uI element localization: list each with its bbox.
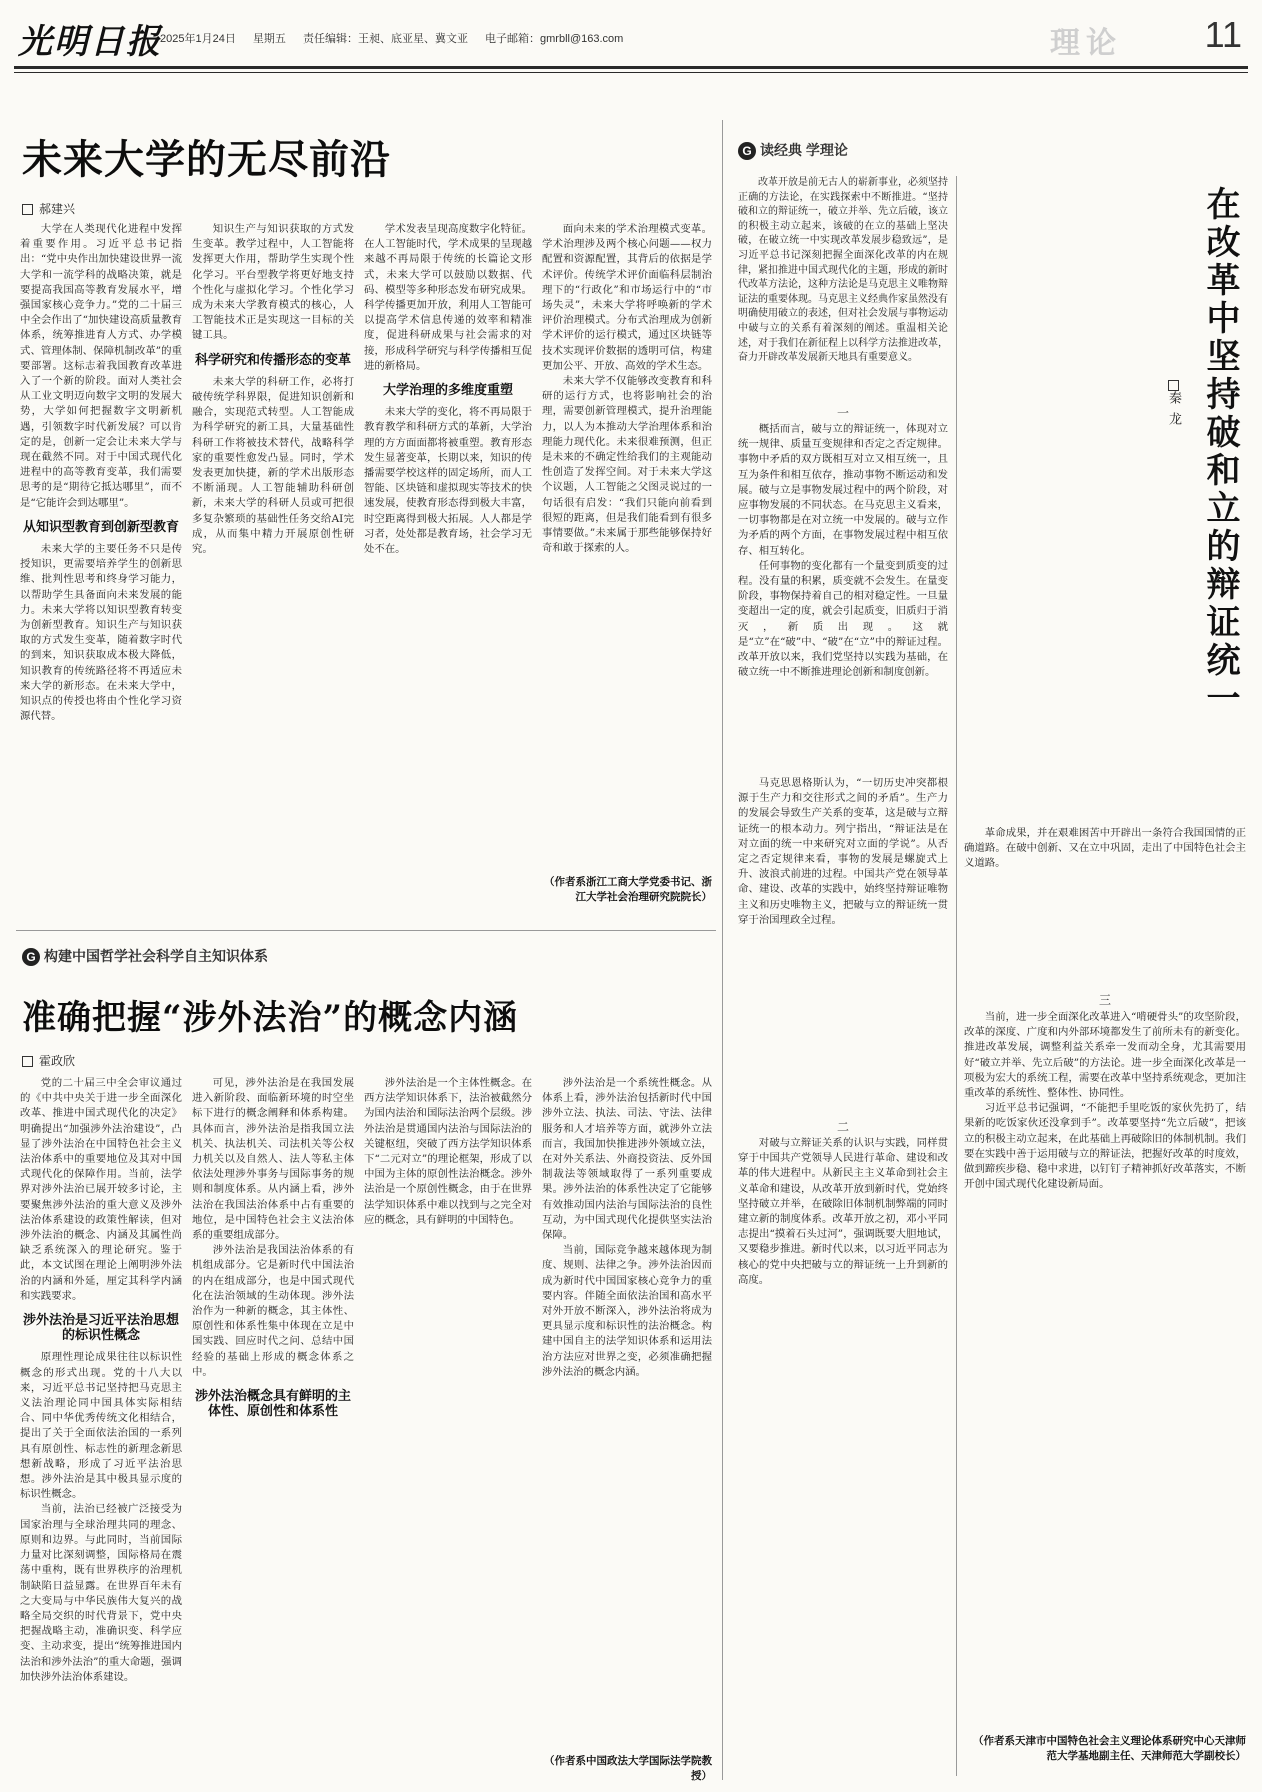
article2-subhead-1: 涉外法治是习近平法治思想的标识性概念 xyxy=(22,1312,179,1343)
article1-subhead-2: 科学研究和传播形态的变革 xyxy=(194,351,351,367)
series-g-icon: G xyxy=(738,142,756,160)
article2-paragraph: 原理性理论成果往往以标识性概念的形式出现。党的十八大以来，习近平总书记坚持把马克思主义法治理论同中国具体实际相结合、同中华优秀传统文化相结合，提出了关于全面依法治国的一系列具有原创性、标志性的新理念新思想新战略，形成了习近平法治思想。涉外法治是其中极具显示度的标识性概念。 xyxy=(20,1351,182,1501)
article3-col1a xyxy=(738,422,948,762)
article2-paragraph: 当前，国际竞争越来越体现为制度、规则、法律之争。涉外法治因而成为新时代中国国家核心竞争力的重要内容。伴随全面依法治国和高水平对外开放不断深入，涉外法治将成为更具显示度和标识性的法治概念。构建中国自主的法学知识体系和运用法治方法应对世界之变，必须准确把握涉外法治的概念内涵。 xyxy=(542,1244,712,1378)
article1-paragraph: 学术发表呈现高度数字化特征。在人工智能时代，学术成果的呈现越来越不再局限于传统的长篇论文形式，未来大学可以鼓励以数据、代码、模型等多种形态发布研究成果。科学传播更加开放，利用人工智能可以提高学术信息传递的效率和精准度，促进科研成果与社会需求的对接，形成科学研究与科学传播相互促进的新格局。 xyxy=(364,223,532,372)
article1-paragraph: 未来大学不仅能够改变教育和科研的运行方式，也将影响社会的治理，需要创新管理模式，提升治理能力，以人为本推动大学治理体系和治理能力现代化。未来很难预测，但正是未来的不确定性给我们的主观能动性创造了发挥空间。对于未来大学这个议题，人工智能之父图灵说过的一句话很有启发：“我们只能向前看到很短的距离，但是我们能看到有很多事情要做。”未来属于那些能够保持好奇和敢于探索的人。 xyxy=(542,375,712,555)
article-divider xyxy=(16,930,716,931)
issue-date: 2025年1月24日 xyxy=(160,33,236,45)
article1-paragraph: 未来大学的变化，将不再局限于教育教学和科研方式的革新，大学治理的方方面面都将被重塑。教育形态发生显著变革，长期以来，知识的传播需要学校这样的固定场所，而人工智能、区块链和虚拟现实等技术的快速发展，使教育形态得到极大丰富，时空距离得到极大拓展。人人都是学习者，处处都是教育场，社会学习无处不在。 xyxy=(364,406,532,556)
article1-subhead-1: 从知识型教育到创新型教育 xyxy=(22,518,179,534)
byline-box-icon xyxy=(1168,380,1179,391)
email: 电子邮箱：gmrbll@163.com xyxy=(485,33,624,45)
article1-byline xyxy=(22,200,75,217)
article2-col4 xyxy=(542,1076,712,1736)
article2-author-note: （作者系中国政法大学国际法学院教授） xyxy=(544,1755,712,1782)
article3-author-name: 秦龙 xyxy=(1166,391,1181,433)
article3-col1b xyxy=(738,776,948,1106)
series-g-icon: G xyxy=(22,948,40,966)
top-rule-thin xyxy=(14,72,1248,73)
article1-col3 xyxy=(364,222,532,922)
article3-paragraph: 革命成果，并在艰难困苦中开辟出一条符合我国国情的正确道路。在破中创新、又在立中巩固，走出了中国特色社会主义道路。 xyxy=(964,827,1246,870)
article3-paragraph: 任何事物的变化都有一个量变到质变的过程。没有量的积累，质变就不会发生。在量变阶段，事物保持着自己的相对稳定性。一旦量变超出一定的度，就会引起质变，旧质归于消灭，新质出现。这就是“立”在“破”中、“破”在“立”中的辩证过程。改革开放以来，我们党坚持以实践为基础，在破立统一中不断推进理论创新和制度创新。 xyxy=(738,559,948,679)
article3-paragraph: 马克思恩格斯认为，“一切历史冲突都根源于生产力和交往形式之间的矛盾”。生产力的发展会导致生产关系的变革，这是破与立辩证统一的根本动力。列宁指出，“辩证法是在对立面的统一中来研究对立面的学说”。从否定之否定规律来看，事物的发展是螺旋式上升、波浪式前进的过程。中国共产党在领导革命、建设、改革的实践中，始终坚持辩证唯物主义和历史唯物主义，把破与立的辩证统一贯穿于治国理政全过程。 xyxy=(738,777,948,926)
article3-intro xyxy=(738,176,948,386)
article2-col3 xyxy=(364,1076,532,1776)
main-divider xyxy=(722,120,723,1780)
article2-byline xyxy=(22,1052,75,1069)
article3-title: 在改革中坚持破和立的辩证统一 xyxy=(1200,186,1240,718)
article1-paragraph: 面向未来的学术治理模式变革。学术治理涉及两个核心问题——权力配置和资源配置，其背后的依据是学术评价。传统学术评价面临科层制治理下的“行政化”和市场运行中的“市场失灵”，未来大学将呼唤新的学术评价治理模式。分布式治理成为创新学术评价的运行模式，通过区块链等技术实现评价数据的透明可信，构建更加公平、开放、高效的学术生态。 xyxy=(542,223,712,372)
article2-col1 xyxy=(20,1076,182,1776)
article1-title: 未来大学的无尽前沿 xyxy=(22,136,391,183)
article1-paragraph: 大学在人类现代化进程中发挥着重要作用。习近平总书记指出：“党中央作出加快建设世界一流大学和一流学科的战略决策，就是要提高我国高等教育发展水平，增强国家核心竞争力。”党的二十届三中全会作出了“加快建设高质量教育体系，统筹推进育人方式、办学模式、管理体制、保障机制改革”的重要部署。这标志着我国教育改革进入了一个新的阶段。面对人类社会从工业文明迈向数字文明的发展大势，大学如何把握数字文明新机遇，引领数字时代新发展？可以肯定的是，创新一定会让未来大学与现在截然不同。对于中国式现代化进程中的高等教育变革，我们需要思考的是“期待它抵达哪里”，而不是“它能许会到达哪里”。 xyxy=(20,223,182,509)
article2-title: 准确把握“涉外法治”的概念内涵 xyxy=(22,998,519,1038)
issue-weekday: 星期五 xyxy=(252,33,286,45)
article2-paragraph: 涉外法治是一个系统性概念。从体系上看，涉外法治包括新时代中国涉外立法、执法、司法、守法、法律服务和人才培养等方面，就涉外立法而言，我国加快推进涉外领域立法，在对外关系法、外商投资法、反外国制裁法等领域取得了一系列重要成果。涉外法治的体系性决定了它能够有效推动国内法治与国际法治的良性互动，为中国式现代化提供坚实法治保障。 xyxy=(542,1077,712,1242)
article3-paragraph: 对破与立辩证关系的认识与实践，同样贯穿于中国共产党领导人民进行革命、建设和改革的伟大进程中。从新民主主义革命到社会主义革命和建设，从改革开放到新时代，党始终坚持破立并举，在破除旧体制机制弊端的同时建立新的制度体系。改革开放之初，邓小平同志提出“摸着石头过河”，强调既要大胆地试，又要稳步推进。新时代以来，以习近平同志为核心的党中央把破与立的辩证统一上升到新的高度。 xyxy=(738,1137,948,1286)
article1-paragraph: 未来大学的科研工作，必将打破传统学科界限，促进知识创新和融合，实现范式转型。人工智能成为科学研究的新工具，大量基础性科研工作将被技术替代，战略科学家的重要性愈发凸显。同时，学术发表更加快捷，新的学术出版形态不断涌现。人工智能辅助科研创新，未来大学的科研人员或可把很多复杂繁琐的基础性任务交给AI完成，从而集中精力开展原创性研究。 xyxy=(192,375,354,556)
section-label: 理论 xyxy=(1050,26,1122,61)
article2-author: 霍政欣 xyxy=(39,1054,76,1068)
article2-paragraph: 当前，法治已经被广泛接受为国家治理与全球治理共同的理念、原则和边界。与此同时，当前国际力量对比深刻调整，国际格局在震荡中重构，既有世界秩序的治理机制缺陷日益显露。在世界百年未有之大变局与中华民族伟大复兴的战略全局交织的时代背景下，党中央把握战略主动，准确识变、科学应变、主动求变，提出“统筹推进国内法治和涉外法治”的重大命题，强调加快涉外法治体系建设。 xyxy=(20,1503,182,1683)
article1-author: 郝建兴 xyxy=(39,202,76,216)
byline-box-icon xyxy=(22,204,33,215)
article1-col4 xyxy=(542,222,712,862)
byline-box-icon xyxy=(22,1056,33,1067)
editors: 责任编辑：王昶、底亚星、冀文亚 xyxy=(302,33,468,45)
date-line xyxy=(160,30,637,46)
article3-paragraph: 概括而言，破与立的辩证统一，体现对立统一规律、质量互变规律和否定之否定规律。事物中矛盾的双方既相互对立又相互统一，且互为条件和相互依存，推动事物不断运动和发展。破与立是事物发展过程中的两个阶段，对应事物发展的不同状态。在马克思主义看来，一切事物都是在对立统一中发展的。破与立作为矛盾的两个方面，在事物发展过程中相互依存、相互转化。 xyxy=(738,423,948,557)
article2-col2 xyxy=(192,1076,354,1776)
article3-author xyxy=(1164,380,1183,460)
article1-col1 xyxy=(20,222,182,922)
article2-paragraph: 党的二十届三中全会审议通过的《中共中央关于进一步全面深化改革、推进中国式现代化的决定》明确提出“加强涉外法治建设”，凸显了涉外法治在中国特色社会主义法治体系中的重要地位及其对中国式现代化的保障作用。当前，法学界对涉外法治已展开较多讨论，主要聚焦涉外法治的重大意义及涉外法治体系建设的政策性解读，但对涉外法治的概念、内涵及其属性尚缺乏系统深入的理论研究。鉴于此，本文试图在理论上阐明涉外法治的内涵和外延，厘定其科学内涵和实践要求。 xyxy=(20,1077,182,1302)
article3-column-divider xyxy=(956,176,957,1776)
article1-subhead-3: 大学治理的多维度重塑 xyxy=(382,382,513,398)
article3-intro-text: 改革开放是前无古人的崭新事业，必须坚持正确的方法论，在实践探索中不断推进。“坚持破和立的辩证统一，破立并举、先立后破，该立的积极主动立起来，该破的在立的基础上坚决破，在破立统一中实现改革发展步稳致远”，是习近平总书记深刻把握全面深化改革的内在规律，紧扣推进中国式现代化的主题，形成的新时代改革方法论，这种方法论是马克思主义唯物辩证法的重要体现。马克思主义经典作家虽然没有明确使用破立的表述，但对社会发展与事物运动中破与立的关系有着深刻的阐述。重温相关论述，对于我们在新征程上以科学方法推进改革，奋力开辟改革发展新天地具有重要意义。 xyxy=(738,177,948,364)
article2-series-tag xyxy=(22,946,268,966)
article3-series: 读经典 学理论 xyxy=(760,142,848,158)
article2-paragraph: 涉外法治是我国法治体系的有机组成部分。它是新时代中国法治的内在组成部分，也是中国式现代化在法治领域的生动体现。涉外法治作为一种新的概念，其主体性、原创性和体系性集中体现在立足中国实践、回应时代之问、总结中国经验的基础上形成的概念体系之中。 xyxy=(192,1244,354,1378)
article3-section-3: 三 xyxy=(1098,993,1111,1007)
article1-author-note: （作者系浙江工商大学党委书记、浙江大学社会治理研究院院长） xyxy=(544,876,712,903)
article3-author-note: （作者系天津市中国特色社会主义理论体系研究中心天津师范大学基地副主任、天津师范大学副校长） xyxy=(973,1735,1246,1762)
article3-paragraph: 习近平总书记强调，“不能把手里吃饭的家伙先扔了，结果新的吃饭家伙还没拿到手”。改革要坚持“先立后破”，把该立的积极主动立起来，在此基础上再破除旧的体制机制。我们要在实践中善于运用破与立的辩证法，把握好改革的时度效，做到蹄疾步稳、稳中求进，以钉钉子精神抓好改革落实，不断开创中国式现代化建设新局面。 xyxy=(964,1102,1246,1191)
article3-section-1: 一 xyxy=(836,406,849,420)
article3-col1c xyxy=(738,1136,948,1782)
article1-paragraph: 未来大学的主要任务不只是传授知识，更需要培养学生的创新思维、批判性思考和终身学习能力，以帮助学生具备面向未来发展的能力。未来大学将以知识型教育转变为创新型教育。知识生产与知识获取的方式发生变革，随着数字时代的到来，知识获取成本极大降低，知识教育的传统路径将不再适应未来大学的新形态。在未来大学中，知识点的传授也将由个性化学习资源代替。 xyxy=(20,543,182,723)
article3-series-tag xyxy=(738,140,848,160)
article2-series: 构建中国哲学社会科学自主知识体系 xyxy=(44,948,268,964)
article2-subhead-2: 涉外法治概念具有鲜明的主体性、原创性和体系性 xyxy=(194,1388,351,1419)
page-number: 11 xyxy=(1204,14,1242,55)
article2-paragraph: 涉外法治是一个主体性概念。在西方法学知识体系下，法治被截然分为国内法治和国际法治两个层级。涉外法治是贯通国内法治与国际法治的关键枢纽，突破了西方法学知识体系下“二元对立”的理论框架，形成了以中国为主体的原创性法治概念。涉外法治是一个原创性概念，由于在世界法学知识体系中难以找到与之完全对应的概念，具有鲜明的中国特色。 xyxy=(364,1077,532,1226)
article3-paragraph: 当前，进一步全面深化改革进入“啃硬骨头”的攻坚阶段，改革的深度、广度和内外部环境都发生了前所未有的新变化。推进改革发展，调整利益关系牵一发而动全身，尤其需要用好“破立并举、先立后破”的方法论。进一步全面深化改革是一项极为宏大的系统工程，需要在改革中坚持系统观念，更加注重改革的系统性、整体性、协同性。 xyxy=(964,1011,1246,1100)
article2-paragraph: 可见，涉外法治是在我国发展进入新阶段、面临新环境的时空坐标下进行的概念阐释和体系构建。具体而言，涉外法治是指我国立法机关、执法机关、司法机关等公权力机关以及自然人、法人等私主体依法处理涉外事务与国际事务的规则和制度体系。从内涵上看，涉外法治在我国法治体系中占有重要的地位，是中国特色社会主义法治体系的重要组成部分。 xyxy=(192,1077,354,1242)
newspaper-logo: 光明日报 xyxy=(18,22,162,62)
article3-section-2: 二 xyxy=(836,1120,849,1134)
article1-paragraph: 知识生产与知识获取的方式发生变革。教学过程中，人工智能将发挥更大作用，帮助学生实现个性化学习。平台型教学将更好地支持个性化与虚拟化学习。个性化学习成为未来大学教育模式的核心，人工智能技术正是实现这一目标的关键工具。 xyxy=(192,223,354,342)
article1-col2 xyxy=(192,222,354,922)
article3-col2b xyxy=(964,1010,1246,1710)
top-rule xyxy=(14,66,1248,69)
article3-col2a xyxy=(964,826,1246,976)
